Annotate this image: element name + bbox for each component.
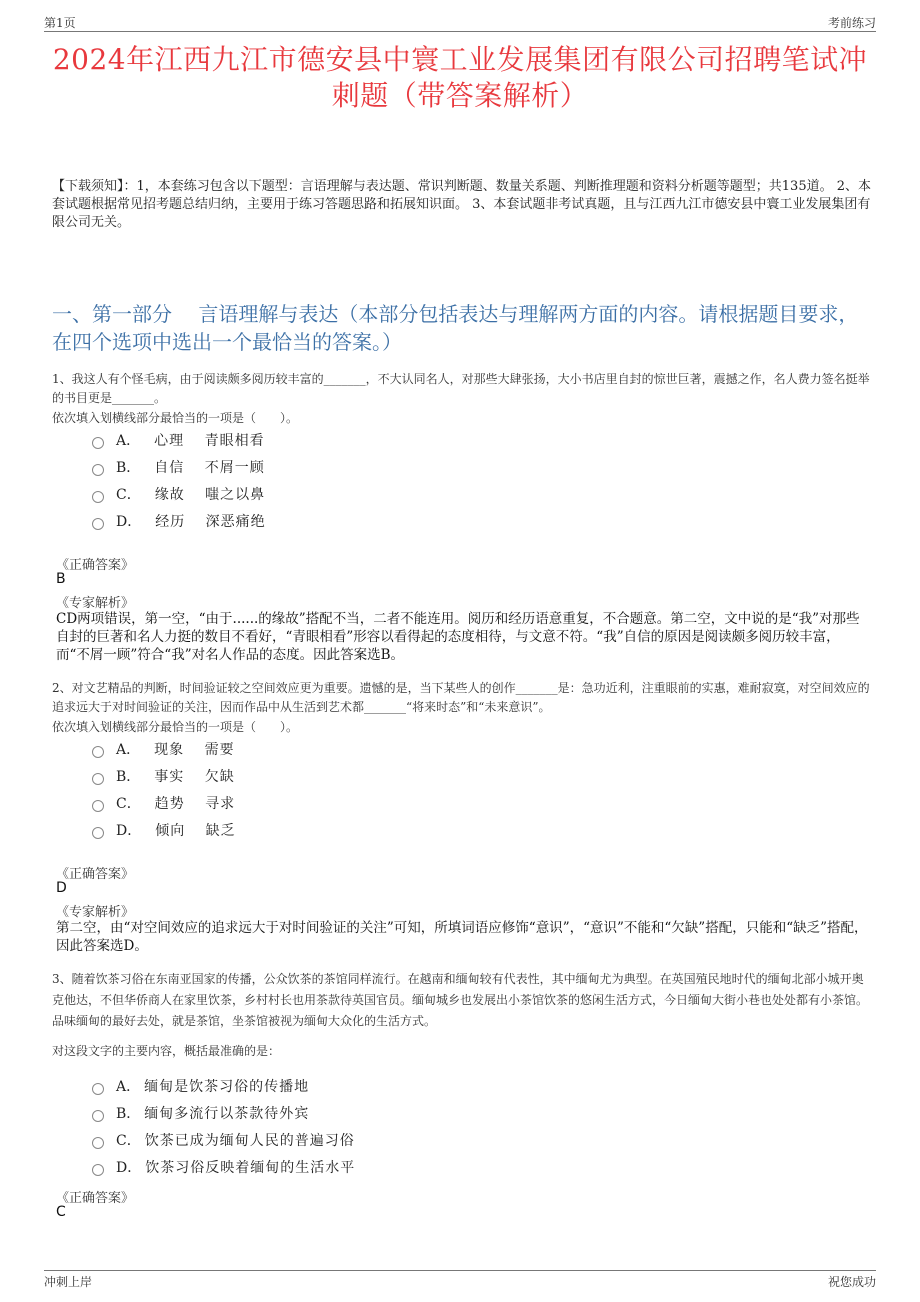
option-letter: B． — [116, 1105, 141, 1122]
option-letter: D． — [116, 1159, 142, 1176]
option-text: 现象 需要 — [154, 741, 235, 758]
option-d[interactable] — [92, 816, 692, 843]
question-2-stem: 2、对文艺精品的判断，时间验证较之空间效应更为重要。遗憾的是，当下某些人的创作_______是：急功近利，注重眼前的实惠，难耐寂寞，对空间效应的追求远大于对时间验证的关注，因而作品中从生活到艺术都_______“将来时态”和“未来意识”。 — [52, 681, 870, 714]
option-text: 饮茶已成为缅甸人民的普遍习俗 — [144, 1132, 355, 1149]
option-letter: D． — [116, 822, 142, 839]
answer-value: B — [56, 571, 66, 587]
radio-icon[interactable] — [92, 1137, 104, 1149]
question-2-instruction: 依次填入划横线部分最恰当的一项是（ ）。 — [52, 720, 299, 734]
radio-icon[interactable] — [92, 491, 104, 503]
radio-icon[interactable] — [92, 437, 104, 449]
question-3-options — [92, 1072, 692, 1180]
radio-icon[interactable] — [92, 1110, 104, 1122]
analysis-text: CD两项错误，第一空，“由于......的缘故”搭配不当，二者不能连用。阅历和经历语意重复，不合题意。第二空，文中说的是“我”对那些自封的巨著和名人力挺的数目不看好，“青眼相看”形容以看得起的态度相待，与文意不符。“我”自信的原因是阅读颇多阅历较丰富，而“不屑一顾”符合“我”对名人作品的态度。因此答案选B。 — [56, 611, 860, 663]
option-a[interactable] — [92, 1072, 692, 1099]
answer-value: D — [56, 880, 67, 896]
page-header — [0, 0, 920, 34]
radio-icon[interactable] — [92, 773, 104, 785]
option-b[interactable] — [92, 453, 692, 480]
option-letter: C． — [116, 795, 141, 812]
radio-icon[interactable] — [92, 1164, 104, 1176]
option-text: 趋势 寻求 — [154, 795, 236, 812]
question-1-stem: 1、我这人有个怪毛病，由于阅读颇多阅历较丰富的_______，不大认同名人，对那些大肆张扬，大小书店里自封的惊世巨著，震撼之作，名人费力签名挺举的书目更是_______。 — [52, 372, 870, 405]
radio-icon[interactable] — [92, 800, 104, 812]
option-letter: D． — [116, 513, 142, 530]
page-title: 2024年江西九江市德安县中寰工业发展集团有限公司招聘笔试冲刺题（带答案解析） — [52, 43, 868, 112]
option-text: 缅甸是饮茶习俗的传播地 — [144, 1078, 310, 1095]
option-a[interactable] — [92, 735, 692, 762]
option-letter: B． — [116, 768, 141, 785]
option-d[interactable] — [92, 507, 692, 534]
option-letter: A． — [116, 1078, 141, 1095]
footer-left-text: 冲刺上岸 — [44, 1275, 93, 1289]
radio-icon[interactable] — [92, 464, 104, 476]
option-a[interactable] — [92, 426, 692, 453]
option-letter: A． — [116, 741, 141, 758]
option-c[interactable] — [92, 1126, 692, 1153]
answer-label: 《正确答案》 — [56, 558, 135, 573]
question-1-options — [92, 426, 692, 534]
question-3-stem: 3、随着饮茶习俗在东南亚国家的传播，公众饮茶的茶馆同样流行。在越南和缅甸较有代表性，其中缅甸尤为典型。在英国殖民地时代的缅甸北部小城开奥克他达，不但华侨商人在家里饮茶，乡村村长也用茶款待英国官员。缅甸城乡也发展出小茶馆饮茶的悠闲生活方式，今日缅甸大街小巷也处处都有小茶馆。品味缅甸的最好去处，就是茶馆，坐茶馆被视为缅甸大众化的生活方式。 — [52, 972, 869, 1028]
option-d[interactable] — [92, 1153, 692, 1180]
option-text: 缘故 嗤之以鼻 — [154, 486, 266, 503]
radio-icon[interactable] — [92, 746, 104, 758]
option-text: 自信 不屑一顾 — [154, 459, 265, 476]
option-c[interactable] — [92, 789, 692, 816]
question-3-instruction: 对这段文字的主要内容，概括最准确的是： — [52, 1044, 281, 1058]
footer-right-text: 祝您成功 — [827, 1275, 876, 1289]
option-letter: A． — [116, 432, 141, 449]
option-b[interactable] — [92, 762, 692, 789]
option-text: 心理 青眼相看 — [154, 432, 265, 449]
option-c[interactable] — [92, 480, 692, 507]
download-notice: 【下载须知】：1，本套练习包含以下题型：言语理解与表达题、常识判断题、数量关系题、判断推理题和资料分析题等题型；共135道。 2、本套试题根据常见招考题总结归纳，主要用于练习答题思路和拓展知识面。 3、本套试题非考试真题，且与江西九江市德安县中寰工业发展集团有限公司无关。 — [52, 179, 871, 230]
analysis-label: 《专家解析》 — [56, 596, 135, 611]
option-text: 事实 欠缺 — [154, 768, 235, 785]
option-text: 缅甸多流行以茶款待外宾 — [144, 1105, 310, 1122]
option-letter: C． — [116, 486, 141, 503]
radio-icon[interactable] — [92, 1083, 104, 1095]
option-text: 饮茶习俗反映着缅甸的生活水平 — [145, 1159, 356, 1176]
section-heading: 一、第一部分 言语理解与表达（本部分包括表达与理解两方面的内容。请根据题目要求，在四个选项中选出一个最恰当的答案。） — [52, 302, 859, 354]
question-2-options — [92, 735, 692, 843]
option-text: 倾向 缺乏 — [155, 822, 236, 839]
option-letter: B． — [116, 459, 141, 476]
header-divider — [44, 31, 876, 32]
analysis-text: 第二空，由“对空间效应的追求远大于对时间验证的关注”可知，所填词语应修饰“意识”，“意识”不能和“欠缺”搭配，只能和“缺乏”搭配，因此答案选D。 — [56, 920, 868, 954]
radio-icon[interactable] — [92, 518, 104, 530]
answer-label: 《正确答案》 — [56, 867, 135, 882]
analysis-label: 《专家解析》 — [56, 905, 135, 920]
option-text: 经历 深恶痛绝 — [155, 513, 266, 530]
footer-divider — [44, 1270, 876, 1271]
answer-value: C — [56, 1204, 66, 1220]
answer-label: 《正确答案》 — [56, 1191, 135, 1206]
option-b[interactable] — [92, 1099, 692, 1126]
page-number: 第1页 — [44, 16, 76, 30]
radio-icon[interactable] — [92, 827, 104, 839]
question-1-instruction: 依次填入划横线部分最恰当的一项是（ ）。 — [52, 411, 299, 425]
header-category: 考前练习 — [827, 16, 876, 30]
option-letter: C． — [116, 1132, 141, 1149]
